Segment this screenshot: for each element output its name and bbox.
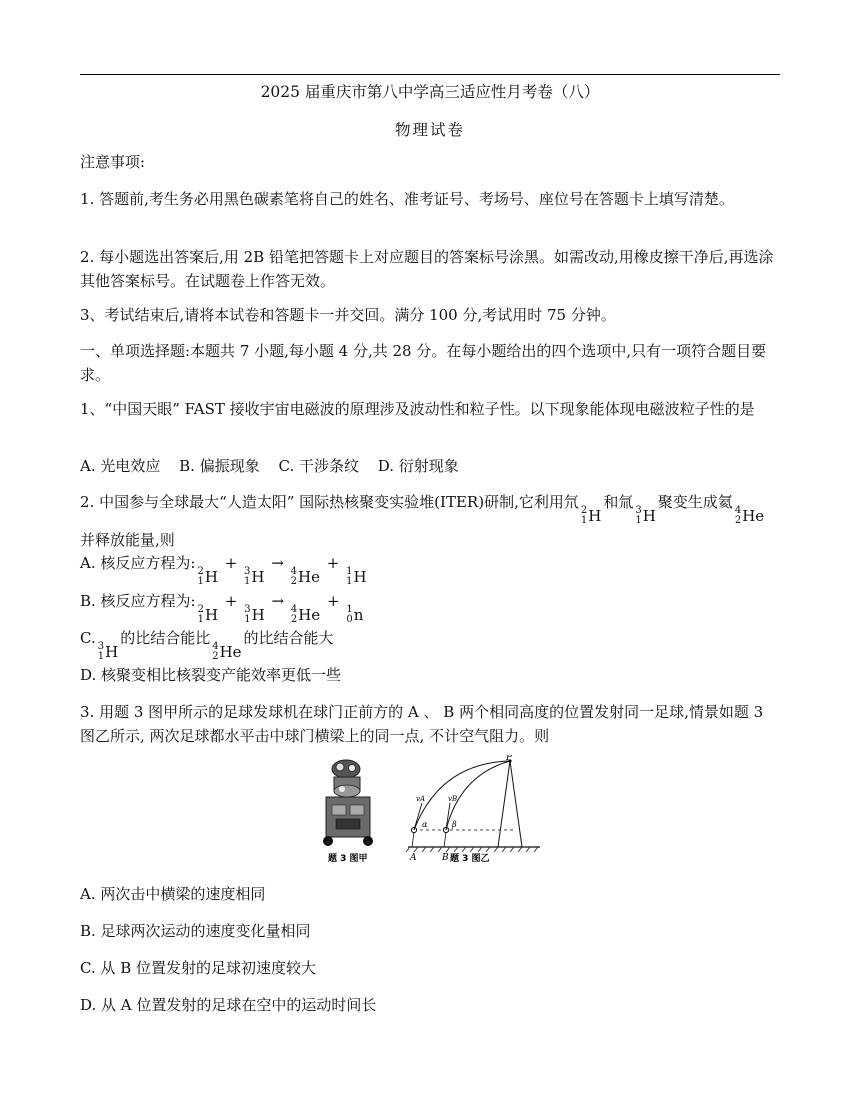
q3-option-a: A. 两次击中横梁的速度相同 [80, 885, 266, 903]
q1-option-d: D. 衍射现象 [377, 457, 459, 475]
ball-launcher-drawing [323, 760, 373, 846]
label-vb: vB [448, 795, 458, 803]
nuclide-tritium: 3 1 H [635, 505, 656, 526]
exam-subtitle: 物理试卷 [394, 121, 465, 139]
q2-option-d: D. 核聚变相比核裂变产能效率更低一些 [80, 666, 342, 684]
exam-title: 2025 届重庆市第八中学高三适应性月考卷（八） [260, 83, 600, 101]
q3-option-d: D. 从 A 位置发射的足球在空中的运动时间长 [80, 996, 377, 1014]
label-va: vA [416, 795, 426, 803]
q2-option-b: B. 核反应方程为: 2 1 H + 3 1 H → 4 2 He + 1 0 n [80, 592, 364, 625]
q3-figure-svg [310, 755, 550, 867]
q2-stem: 2. 中国参与全球最大“人造太阳” 国际热核聚变实验堆(ITER)研制,它利用氘 2 1 H 和氚 3 1 H 聚变生成氦 4 2 He 并释放能量,则 [80, 493, 765, 549]
q3-figure [310, 755, 550, 867]
figure-caption-right: 题 3 图乙 [450, 854, 490, 864]
q1-options [80, 454, 780, 478]
note-item-1: 1. 答题前,考生务必用黑色碳素笔将自己的姓名、准考证号、考场号、座位号在答题卡上填写清楚。 [80, 190, 734, 208]
q1-option-c: C. 干涉条纹 [278, 457, 359, 475]
label-b: B [442, 853, 449, 863]
notes-heading: 注意事项: [80, 153, 146, 171]
q1-stem: 1、“中国天眼” FAST 接收宇宙电磁波的原理涉及波动性和粒子性。以下现象能体现电磁波粒子性的是 [80, 400, 755, 418]
trajectory-diagram [406, 759, 540, 852]
top-rule [80, 74, 780, 75]
q3-stem: 3. 用题 3 图甲所示的足球发球机在球门正前方的 A 、 B 两个相同高度的位置发射同一足球,情景如题 3 图乙所示, 两次足球都水平击中球门横梁上的同一点, 不计空气阻力。则 [80, 703, 764, 745]
note-item-2: 2. 每小题选出答案后,用 2B 铅笔把答题卡上对应题目的答案标号涂黑。如需改动,用橡皮擦干净后,再选涂其他答案标号。在试题卷上作答无效。 [80, 248, 774, 290]
label-beta: β [452, 820, 457, 829]
q2-option-a: A. 核反应方程为: 2 1 H + 3 1 H → 4 2 He + 1 1 H [80, 554, 367, 587]
section1-heading: 一、单项选择题:本题共 7 小题,每小题 4 分,共 28 分。在每小题给出的四个选项中,只有一项符合题目要求。 [80, 342, 767, 384]
q1-option-a: A. 光电效应 [80, 457, 161, 475]
q2-option-c: C. 3 1 H 的比结合能比 4 2 He 的比结合能大 [80, 629, 334, 662]
label-alpha: α [422, 820, 428, 829]
nuclide-deuterium: 2 1 H [580, 505, 602, 526]
figure-caption-left: 题 3 图甲 [328, 854, 368, 864]
q3-option-b: B. 足球两次运动的速度变化量相同 [80, 922, 311, 940]
label-a: A [410, 853, 417, 863]
label-p: P [506, 755, 513, 763]
q1-option-b: B. 偏振现象 [179, 457, 260, 475]
q3-option-c: C. 从 B 位置发射的足球初速度较大 [80, 959, 317, 977]
note-item-3: 3、考试结束后,请将本试卷和答题卡一并交回。满分 100 分,考试用时 75 分钟。 [80, 306, 616, 324]
nuclide-helium: 4 2 He [734, 505, 765, 526]
